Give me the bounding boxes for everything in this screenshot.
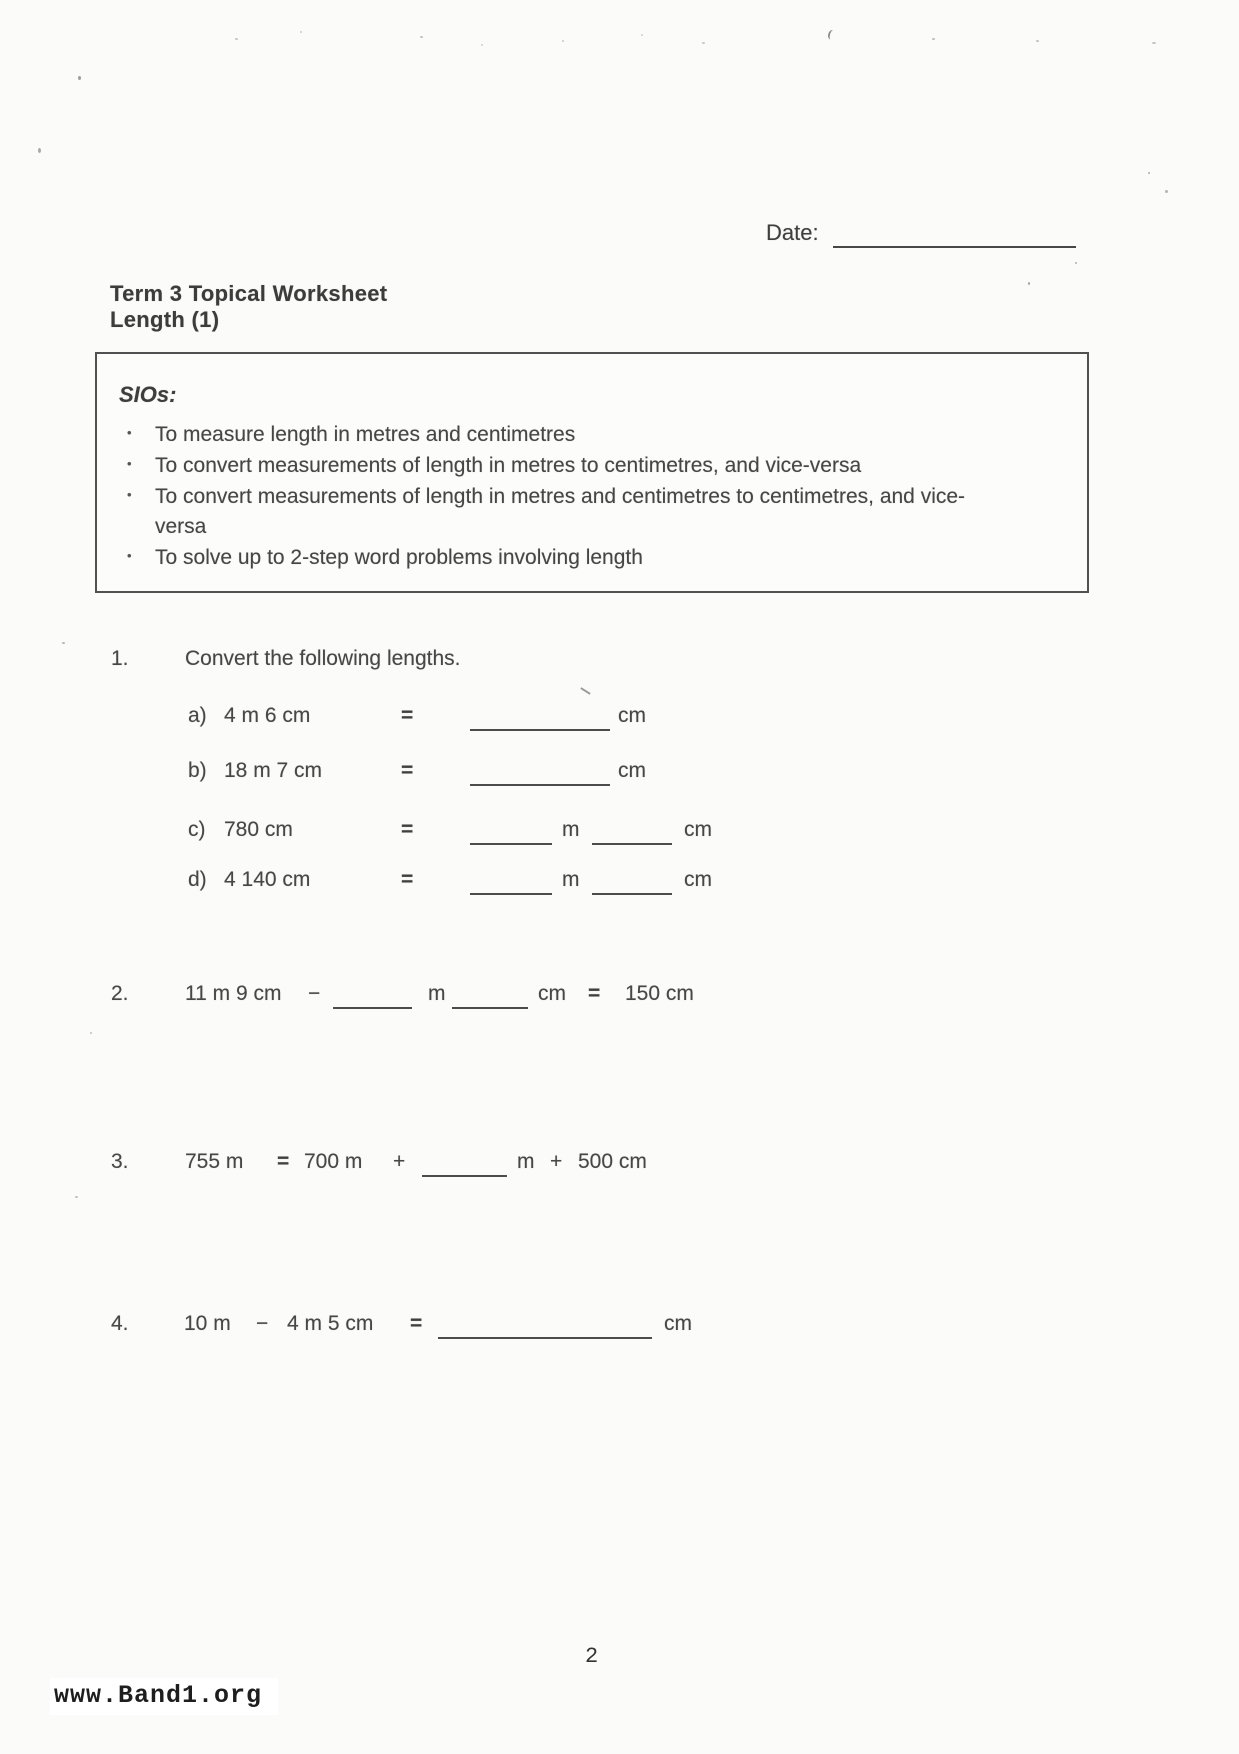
item-label: b) <box>188 759 207 782</box>
equals-sign: = <box>277 1150 290 1173</box>
worksheet-subtitle: Length (1) <box>110 307 220 332</box>
q3-number: 3. <box>111 1150 129 1173</box>
unit-label: m <box>562 818 580 841</box>
unit-label: cm <box>538 982 566 1005</box>
q4-number: 4. <box>111 1312 129 1335</box>
unit-label: cm <box>618 759 646 782</box>
q3-term2: 500 cm <box>578 1150 647 1173</box>
bullet-icon: • <box>127 487 132 502</box>
bullet-icon: • <box>127 425 132 440</box>
equals-sign: = <box>401 868 414 891</box>
bullet-icon: • <box>127 548 132 563</box>
answer-blank <box>470 727 610 731</box>
item-value: 4 140 cm <box>224 868 311 891</box>
q4-lhs: 10 m <box>184 1312 231 1335</box>
q1-prompt: Convert the following lengths. <box>185 647 461 670</box>
plus-sign: + <box>393 1150 406 1173</box>
q4-term: 4 m 5 cm <box>287 1312 374 1335</box>
sios-bullet-4 <box>127 543 1057 573</box>
answer-blank <box>333 1005 412 1009</box>
answer-blank <box>470 891 552 895</box>
equals-sign: = <box>588 982 601 1005</box>
equals-sign: = <box>401 818 414 841</box>
unit-label: cm <box>684 868 712 891</box>
q3-lhs: 755 m <box>185 1150 244 1173</box>
answer-blank <box>438 1335 652 1339</box>
item-value: 780 cm <box>224 818 293 841</box>
item-label: c) <box>188 818 206 841</box>
date-underline <box>833 246 1076 248</box>
item-label: a) <box>188 704 207 727</box>
answer-blank <box>422 1173 507 1177</box>
sios-bullet-1 <box>127 420 1057 450</box>
unit-label: m <box>517 1150 535 1173</box>
item-label: d) <box>188 868 207 891</box>
unit-label: m <box>562 868 580 891</box>
q2-lhs: 11 m 9 cm <box>185 982 282 1005</box>
sios-bullet-text: To convert measurements of length in metres to centimetres, and vice-versa <box>155 454 862 477</box>
scan-mark <box>580 687 590 695</box>
sios-bullet-2 <box>127 451 1057 481</box>
minus-sign: − <box>256 1312 269 1335</box>
bullet-icon: • <box>127 456 132 471</box>
answer-blank <box>470 782 610 786</box>
q2-number: 2. <box>111 982 129 1005</box>
page-number: 2 <box>585 1644 599 1669</box>
date-label: Date: <box>766 220 819 245</box>
item-value: 18 m 7 cm <box>224 759 323 782</box>
sios-bullet-3 <box>127 482 1057 542</box>
unit-label: m <box>428 982 446 1005</box>
q3-term1: 700 m <box>304 1150 363 1173</box>
sios-bullet-text: To convert measurements of length in metres and centimetres to centimetres, and vice-versa <box>155 485 966 538</box>
q2-rhs: 150 cm <box>625 982 694 1005</box>
unit-label: cm <box>684 818 712 841</box>
scan-mark <box>827 29 837 41</box>
answer-blank <box>470 841 552 845</box>
unit-label: cm <box>664 1312 692 1335</box>
worksheet-title: Term 3 Topical Worksheet <box>110 281 388 306</box>
sios-box <box>95 352 1089 593</box>
unit-label: cm <box>618 704 646 727</box>
equals-sign: = <box>401 759 414 782</box>
answer-blank <box>452 1005 528 1009</box>
plus-sign: + <box>550 1150 563 1173</box>
equals-sign: = <box>401 704 414 727</box>
item-value: 4 m 6 cm <box>224 704 311 727</box>
answer-blank <box>592 891 672 895</box>
watermark: www.Band1.org <box>50 1678 278 1715</box>
sios-bullet-text: To measure length in metres and centimetres <box>155 423 576 446</box>
equals-sign: = <box>410 1312 423 1335</box>
sios-heading: SIOs: <box>119 382 177 407</box>
answer-blank <box>592 841 672 845</box>
sios-bullet-text: To solve up to 2-step word problems involving length <box>155 546 643 569</box>
q1-number: 1. <box>111 647 129 670</box>
minus-sign: − <box>308 982 321 1005</box>
